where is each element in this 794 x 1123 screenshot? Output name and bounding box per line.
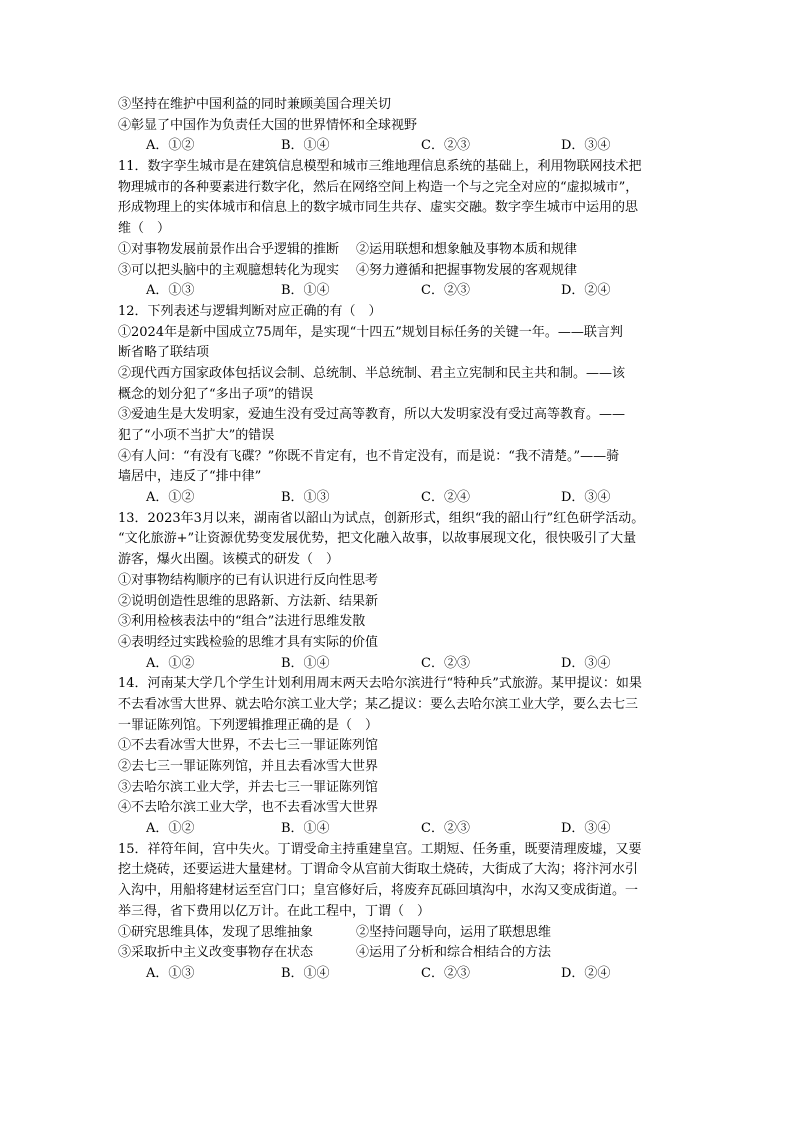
q11-statement-4: ④努力遵循和把握事物发展的客观规律 — [356, 262, 578, 278]
q15-stem-line: 挖土烧砖，还要运进大量建材。丁谓命令从宫前大街取土烧砖，大街成了大沟；将汴河水引 — [118, 862, 639, 878]
q14-statement: ②去七三一罪证陈列馆，并且去看冰雪大世界 — [118, 759, 379, 774]
q13-option-d[interactable]: D．③④ — [561, 655, 611, 671]
q15-statements-row-1 — [118, 923, 683, 944]
q13-stem-line: “文化旅游+”让资源优势变发展优势，把文化融入故事，以故事展现文化，很快吸引了大量 — [118, 531, 637, 547]
q15-statement-2: ②坚持问题导向，运用了联想思维 — [356, 924, 552, 940]
q11-statements-row-2 — [118, 261, 683, 282]
q15-statement-1: ①研究思维具体，发现了思维抽象 — [118, 924, 314, 940]
q10-option-c[interactable]: C．②③ — [421, 138, 470, 154]
q13-statement: ①对事物结构顺序的已有认识进行反向性思考 — [118, 572, 379, 588]
q14-statement: ③去哈尔滨工业大学，并去七三一罪证陈列馆 — [118, 779, 379, 795]
q14-option-a[interactable]: A．①② — [146, 821, 195, 837]
q14-statement: ①不去看冰雪大世界，不去七三一罪证陈列馆 — [118, 738, 379, 754]
q14-option-c[interactable]: C．②③ — [421, 821, 470, 837]
q11-stem-line: 形成物理上的实体城市和信息上的数字城市同生共存、虚实交融。数字孪生城市中运用的思 — [118, 200, 639, 216]
q12-option-c[interactable]: C．②④ — [421, 490, 470, 506]
q11-option-c[interactable]: C．②③ — [421, 283, 470, 299]
q15-stem-line: 举三得，省下费用以亿万计。在此工程中，丁谓（ ） — [118, 903, 431, 919]
q14-option-d[interactable]: D．③④ — [561, 821, 611, 837]
q14-stem-line: 14．河南某大学几个学生计划利用周末两天去哈尔滨进行“特种兵”式旅游。某甲提议：如果 — [118, 676, 642, 692]
q15-statements-row-2 — [118, 943, 683, 964]
q11-option-b[interactable]: B．①④ — [281, 283, 330, 299]
exam-page — [118, 95, 683, 985]
q13-option-c[interactable]: C．②③ — [421, 655, 470, 671]
q13-statement: ②说明创造性思维的思路新、方法新、结果新 — [118, 593, 379, 609]
q13-option-a[interactable]: A．①② — [146, 655, 195, 671]
q15-statement-4: ④运用了分析和综合相结合的方法 — [356, 945, 552, 961]
q12-stem-line: ①2024年是新中国成立75周年，是实现“十四五”规划目标任务的关键一年。——联言判 — [118, 324, 623, 340]
q11-statement-1: ①对事物发展前景作出合乎逻辑的推断 — [118, 241, 340, 257]
q13-statement: ③利用检核表法中的“组合”法进行思维发散 — [118, 614, 366, 630]
q13-options — [118, 654, 683, 675]
q11-stem-line: 11．数字孪生城市是在建筑信息模型和城市三维地理信息系统的基础上，利用物联网技术把 — [118, 159, 642, 175]
q12-stem-line: 断省略了联结项 — [118, 345, 210, 361]
q12-option-b[interactable]: B．①③ — [281, 490, 330, 506]
q14-option-b[interactable]: B．①④ — [281, 821, 330, 837]
q10-option-d[interactable]: D．③④ — [561, 138, 611, 154]
q11-statement-3: ③可以把头脑中的主观臆想转化为现实 — [118, 262, 340, 278]
q15-option-a[interactable]: A．①③ — [146, 965, 195, 981]
q14-options — [118, 819, 683, 840]
q15-options — [118, 964, 683, 985]
q13-stem-line: 13．2023年3月以来，湖南省以韶山为试点，创新形式，组织“我的韶山行”红色研学活动。 — [118, 510, 645, 526]
q11-statements-row-1 — [118, 240, 683, 261]
q12-stem-line: 12．下列表述与逻辑判断对应正确的有（ ） — [118, 303, 382, 319]
q10-option-b[interactable]: B．①④ — [281, 138, 330, 154]
q12-option-a[interactable]: A．①② — [146, 490, 195, 506]
q12-stem-line: 犯了“小项不当扩大”的错误 — [118, 428, 275, 443]
q13-statement: ④表明经过实践检验的思维才具有实际的价值 — [118, 634, 379, 650]
q12-stem-line: 概念的划分犯了“多出子项”的错误 — [118, 386, 314, 402]
q12-stem-line: ③爱迪生是大发明家，爱迪生没有受过高等教育，所以大发明家没有受过高等教育。—— — [118, 407, 626, 423]
q11-option-d[interactable]: D．②④ — [561, 283, 611, 299]
q15-option-d[interactable]: D．②④ — [561, 965, 611, 981]
q12-options — [118, 488, 683, 509]
q12-stem-line: ②现代西方国家政体包括议会制、总统制、半总统制、君主立宪制和民主共和制。——该 — [118, 365, 626, 381]
q13-option-b[interactable]: B．①④ — [281, 655, 330, 671]
q10-statement-3: ③坚持在维护中国利益的同时兼顾美国合理关切 — [118, 97, 392, 112]
q14-stem-line: 不去看冰雪大世界、就去哈尔滨工业大学；某乙提议：要么去哈尔滨工业大学，要么去七三 — [118, 696, 639, 712]
q15-statement-3: ③采取折中主义改变事物存在状态 — [118, 945, 314, 961]
q14-stem-line: 一罪证陈列馆。下列逻辑推理正确的是（ ） — [118, 717, 379, 733]
q13-stem-line: 游客，爆火出圈。该模式的研发（ ） — [118, 552, 340, 568]
q15-option-c[interactable]: C．②③ — [421, 965, 470, 981]
q10-statement-4: ④彰显了中国作为负责任大国的世界情怀和全球视野 — [118, 117, 418, 133]
q10-options — [118, 136, 683, 157]
q11-options — [118, 281, 683, 302]
q12-stem-line: ④有人问：“有没有飞碟？”你既不肯定有，也不肯定没有，而是说：“我不清楚。”——骑 — [118, 448, 620, 464]
q12-option-d[interactable]: D．③④ — [561, 490, 611, 506]
q11-statement-2: ②运用联想和想象触及事物本质和规律 — [356, 241, 578, 257]
q15-stem-line: 15．祥符年间，宫中失火。丁谓受命主持重建皇宫。工期短、任务重，既要清理废墟，又要 — [118, 841, 642, 857]
q11-stem-line: 维（ ） — [118, 221, 171, 237]
q15-stem-line: 入沟中，用船将建材运至宫门口；皇宫修好后，将废弃瓦砾回填沟中，水沟又变成街道。一 — [118, 883, 639, 899]
q12-stem-line: 墙居中，违反了“排中律” — [118, 469, 262, 485]
q10-option-a[interactable]: A．①② — [146, 138, 195, 154]
q14-statement: ④不去哈尔滨工业大学，也不去看冰雪大世界 — [118, 800, 379, 816]
q11-option-a[interactable]: A．①③ — [146, 283, 195, 299]
q15-option-b[interactable]: B．①④ — [281, 965, 330, 981]
q11-stem-line: 物理城市的各种要素进行数字化，然后在网络空间上构造一个与之完全对应的“虚拟城市”， — [118, 179, 639, 195]
